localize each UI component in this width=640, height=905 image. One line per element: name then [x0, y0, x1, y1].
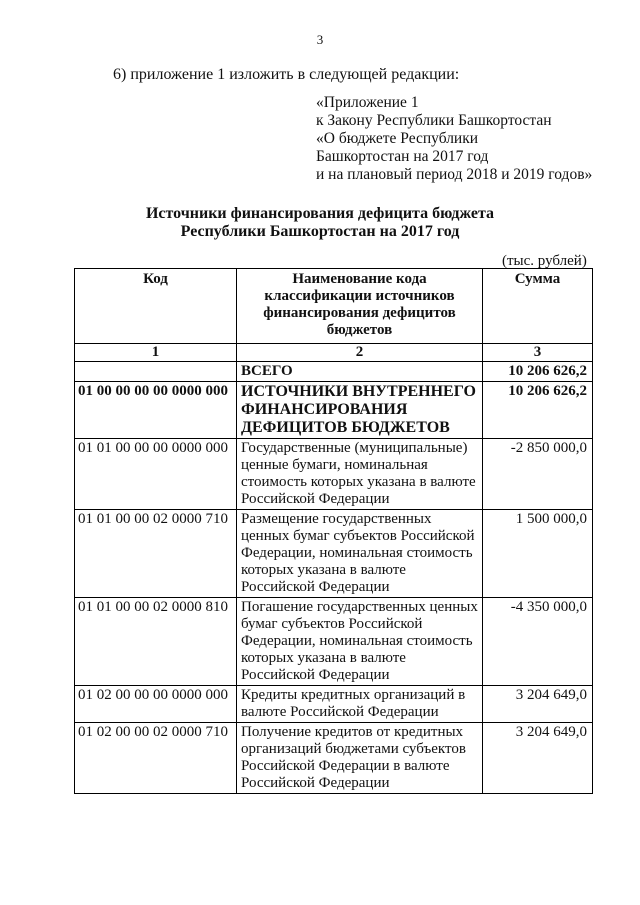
- page-number: 3: [316, 32, 324, 47]
- title-line: Источники финансирования дефицита бюджета: [145, 205, 495, 222]
- column-number: 3: [483, 344, 593, 362]
- table-row: [75, 382, 593, 439]
- table-row: [75, 723, 593, 794]
- row-sum: 3 204 649,0: [483, 723, 593, 794]
- document-title: [0, 205, 640, 241]
- header-sum: Сумма: [483, 269, 593, 344]
- row-name: ИСТОЧНИКИ ВНУТРЕННЕГО ФИНАНСИРОВАНИЯ ДЕФИЦИТОВ БЮДЖЕТОВ: [237, 382, 483, 439]
- row-name: Погашение государственных ценных бумаг субъектов Российской Федерации, номинальная стоимость которых указана в валюте Российской Федерации: [237, 598, 483, 686]
- table-row: [75, 439, 593, 510]
- row-code: 01 02 00 00 00 0000 000: [75, 686, 237, 723]
- row-name: Размещение государственных ценных бумаг субъектов Российской Федерации, номинальная стоимость которых указана в валюте Российской Федерации: [237, 510, 483, 598]
- row-name: Кредиты кредитных организаций в валюте Российской Федерации: [237, 686, 483, 723]
- appendix-header-line: к Закону Республики Башкортостан: [316, 112, 552, 129]
- appendix-header-line: Башкортостан на 2017 год: [316, 148, 489, 165]
- row-sum: 10 206 626,2: [483, 382, 593, 439]
- table-row: [75, 510, 593, 598]
- table-row-total: [75, 362, 593, 382]
- column-number-row: [75, 344, 593, 362]
- appendix-header-line: и на плановый период 2018 и 2019 годов»: [316, 166, 593, 183]
- appendix-header-line: «Приложение 1: [316, 94, 419, 111]
- title-line: Республики Башкортостан на 2017 год: [180, 223, 460, 240]
- row-name: Получение кредитов от кредитных организаций бюджетами субъектов Российской Федерации в валюте Российской Федерации: [237, 723, 483, 794]
- row-code: 01 02 00 00 02 0000 710: [75, 723, 237, 794]
- appendix-header-line: «О бюджете Республики: [316, 130, 479, 147]
- row-sum: 10 206 626,2: [483, 362, 593, 382]
- row-sum: 3 204 649,0: [483, 686, 593, 723]
- header-code: Код: [75, 269, 237, 344]
- row-code: 01 01 00 00 00 0000 000: [75, 439, 237, 510]
- units-label: (тыс. рублей): [502, 253, 587, 269]
- row-code: [75, 362, 237, 382]
- table-header-row: [75, 269, 593, 344]
- appendix-header: [316, 94, 592, 184]
- row-sum: -2 850 000,0: [483, 439, 593, 510]
- header-name: Наименование кода классификации источников финансирования дефицитов бюджетов: [237, 269, 483, 344]
- financing-sources-table: [74, 268, 593, 794]
- amendment-intro: 6) приложение 1 изложить в следующей редакции:: [113, 66, 460, 83]
- row-code: 01 01 00 00 02 0000 810: [75, 598, 237, 686]
- row-code: 01 00 00 00 00 0000 000: [75, 382, 237, 439]
- column-number: 1: [75, 344, 237, 362]
- row-sum: 1 500 000,0: [483, 510, 593, 598]
- table-row: [75, 598, 593, 686]
- table-row: [75, 686, 593, 723]
- row-sum: -4 350 000,0: [483, 598, 593, 686]
- row-code: 01 01 00 00 02 0000 710: [75, 510, 237, 598]
- row-name: Государственные (муниципальные) ценные бумаги, номинальная стоимость которых указана в валюте Российской Федерации: [237, 439, 483, 510]
- row-name: ВСЕГО: [237, 362, 483, 382]
- column-number: 2: [237, 344, 483, 362]
